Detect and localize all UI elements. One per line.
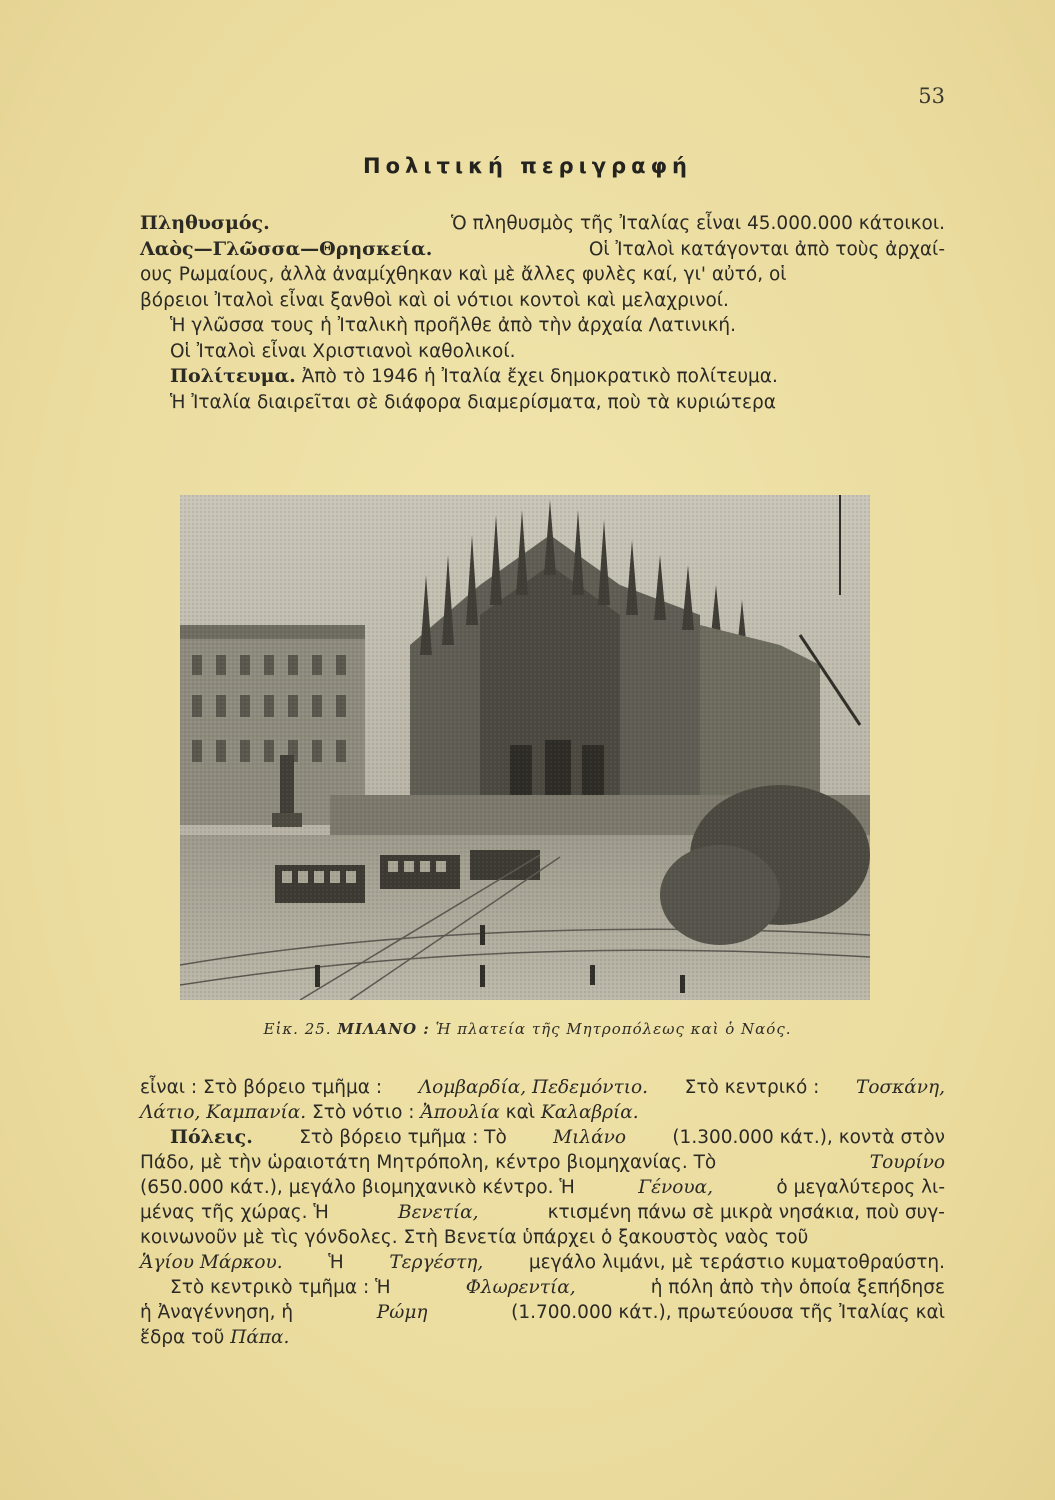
text-fragment: Στὸ κεντρικὸ τμῆμα : Ἡ	[170, 1277, 391, 1298]
text-fragment: Ἀπὸ τὸ 1946 ἡ Ἰταλία ἔχει δημοκρατικὸ πολίτευμα.	[301, 366, 778, 387]
figure-caption	[0, 1020, 1055, 1038]
regions-cities-paragraphs	[140, 1075, 945, 1350]
intro-paragraphs	[140, 211, 945, 415]
text-line	[140, 1125, 945, 1150]
text-fragment: Ἀπουλία	[420, 1102, 500, 1123]
text-fragment: ὁ μεγαλύτερος λι-	[776, 1177, 945, 1198]
text-fragment: Στὸ βόρειο τμῆμα : Τὸ	[299, 1127, 507, 1148]
text-fragment: Ρώμη	[376, 1302, 428, 1323]
text-line	[140, 364, 945, 390]
text-fragment: Λάτιο, Καμπανία.	[140, 1102, 307, 1123]
text-line: Οἱ Ἰταλοὶ εἶναι Χριστιανοὶ καθολικοί.	[170, 340, 516, 362]
text-fragment: Βενετία,	[397, 1202, 479, 1223]
text-line: ους Ρωμαίους, ἀλλὰ ἀναμίχθηκαν καὶ μὲ ἄλλες φυλὲς καί, γι' αὐτό, οἱ	[140, 264, 787, 285]
text-fragment: Καλαβρία.	[540, 1102, 639, 1123]
text-fragment: καὶ	[505, 1102, 536, 1123]
text-line: κοινωνοῦν μὲ τὶς γόνδολες. Στὴ Βενετία ὑπάρχει ὁ ξακουστὸς ναὸς τοῦ	[140, 1227, 809, 1248]
text-line	[140, 1150, 945, 1175]
text-fragment: ἡ πόλη ἀπὸ τὴν ὁποία ξεπήδησε	[650, 1277, 945, 1298]
text-fragment: Πάπα.	[230, 1327, 290, 1348]
text-fragment: Τεργέστη,	[389, 1252, 484, 1273]
text-line	[140, 1200, 945, 1225]
term-population: Πληθυσμός.	[140, 212, 270, 234]
text-fragment: Οἱ Ἰταλοὶ κατάγονται ἀπὸ τοὺς ἀρχαί-	[588, 238, 945, 260]
text-fragment: Ὁ πληθυσμὸς τῆς Ἰταλίας εἶναι 45.000.000 κάτοικοι.	[451, 213, 945, 234]
text-fragment: (1.300.000 κάτ.), κοντὰ στὸν	[672, 1127, 945, 1148]
text-line	[140, 1100, 945, 1125]
photo-illustration	[180, 495, 870, 1000]
text-fragment: (1.700.000 κάτ.), πρωτεύουσα τῆς Ἰταλίας καὶ	[511, 1302, 945, 1323]
text-line	[140, 1325, 945, 1350]
text-line: Ἡ γλῶσσα τους ἡ Ἰταλικὴ προῆλθε ἀπὸ τὴν ἀρχαία Λατινική.	[170, 315, 737, 336]
text-fragment: Στὸ νότιο :	[312, 1102, 415, 1123]
term-government: Πολίτευμα.	[170, 365, 296, 387]
text-fragment: Λομβαρδία, Πεδεμόντιο.	[418, 1077, 649, 1098]
text-fragment: Στὸ κεντρικό :	[684, 1077, 820, 1098]
text-fragment: (650.000 κάτ.), μεγάλο βιομηχανικὸ κέντρο. Ἡ	[140, 1177, 575, 1198]
text-fragment: Τουρίνο	[869, 1152, 945, 1173]
text-line	[140, 1300, 945, 1325]
text-line	[140, 1075, 945, 1100]
text-line	[140, 211, 945, 237]
text-fragment: Ἡ	[328, 1252, 344, 1273]
text-fragment: ἕδρα τοῦ	[140, 1327, 225, 1348]
caption-city: ΜΙΛΑΝΟ :	[337, 1020, 430, 1038]
text-line	[140, 1175, 945, 1200]
text-fragment: Φλωρεντία,	[465, 1277, 576, 1298]
milan-cathedral-photo	[180, 495, 870, 1000]
page-number: 53	[918, 84, 945, 108]
text-fragment: Πάδο, μὲ τὴν ὡραιοτάτη Μητρόπολη, κέντρο βιομηχανίας. Τὸ	[140, 1152, 717, 1173]
text-fragment: Ἁγίου Μάρκου.	[140, 1252, 283, 1273]
text-fragment: κτισμένη πάνω σὲ μικρὰ νησάκια, ποὺ συγ-	[547, 1202, 945, 1223]
text-line	[140, 1250, 945, 1275]
text-fragment: ἡ Ἀναγέννηση, ἡ	[140, 1302, 294, 1323]
text-fragment: μένας τῆς χώρας. Ἡ	[140, 1202, 329, 1223]
text-line: Ἡ Ἰταλία διαιρεῖται σὲ διάφορα διαμερίσματα, ποὺ τὰ κυριώτερα	[170, 391, 776, 413]
caption-text: Ἡ πλατεία τῆς Μητροπόλεως καὶ ὁ Ναός.	[435, 1020, 792, 1038]
text-line: βόρειοι Ἰταλοὶ εἶναι ξανθοὶ καὶ οἱ νότιοι κοντοὶ καὶ μελαχρινοί.	[140, 289, 729, 311]
section-heading: Πολιτική περιγραφή	[363, 154, 692, 178]
text-fragment: εἶναι : Στὸ βόρειο τμῆμα :	[140, 1077, 383, 1098]
term-cities: Πόλεις.	[170, 1126, 253, 1148]
text-fragment: Μιλάνο	[553, 1127, 626, 1148]
caption-label: Εἰκ. 25.	[263, 1020, 332, 1038]
text-fragment: Γένουα,	[638, 1177, 714, 1198]
text-line	[140, 1275, 945, 1300]
text-fragment: μεγάλο λιμάνι, μὲ τεράστιο κυματοθραύστη.	[528, 1252, 945, 1273]
text-fragment: Τοσκάνη,	[856, 1077, 945, 1098]
text-line	[140, 237, 945, 263]
term-people-language-religion: Λαὸς—Γλῶσσα—Θρησκεία.	[140, 237, 433, 260]
